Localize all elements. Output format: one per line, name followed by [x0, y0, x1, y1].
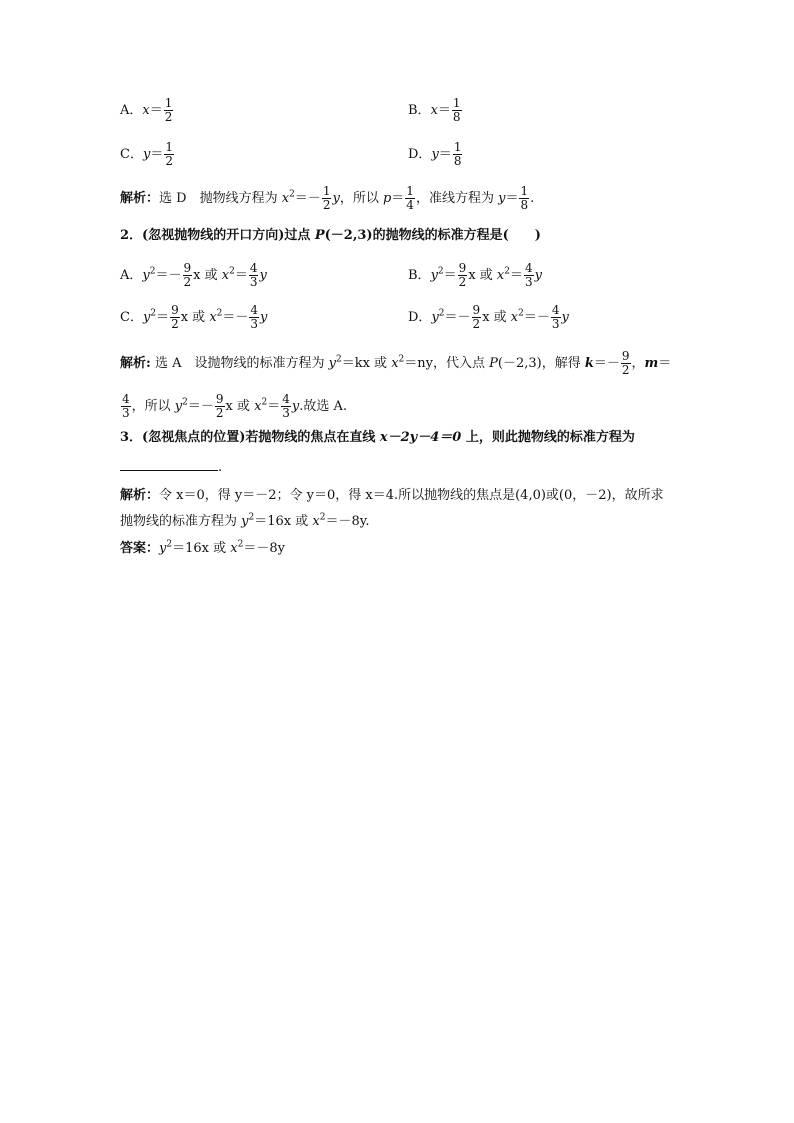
q2-analysis-line1: 解析: 选 A 设抛物线的标准方程为 $y^2=kx$ 或 $x^2=ny$，代入点 P(－2,3)，解得 k＝－ $\frac{9}{2}$ ，m＝ — [120, 349, 672, 377]
q2-option-a: A．$y^2=-$ $\frac{9}{2}$ x 或 $x^2=$ $\frac{4}{3}$ y — [120, 261, 267, 289]
q3-analysis-line2: 抛物线的标准方程为 $y^2=16x$ 或 $x^2=-8y$. — [120, 512, 370, 529]
q3-answer: 答案：$y^2=16x$ 或 $x^2=-8y$ — [120, 539, 285, 556]
fraction: $\frac{1}{8}$ — [520, 184, 529, 212]
q3-stem: 3．(忽视焦点的位置)若抛物线的焦点在直线 x－2y－4＝0 上，则此抛物线的标准方程为 — [120, 430, 635, 445]
q1-analysis: 解析：选 D 抛物线方程为 $x^2=-$ $\frac{1}{2}$ y，所以 p＝ $\frac{1}{4}$ ，准线方程为 y＝ $\frac{1}{8}$ . — [120, 184, 535, 212]
fraction: $\frac{1}{2}$ — [165, 140, 173, 168]
q3-analysis-line1: 解析：令 x＝0，得 y＝－2；令 y＝0，得 x＝4.所以抛物线的焦点是(4,0)或(0，－2)，故所求 — [120, 488, 664, 503]
fraction: $\frac{1}{2}$ — [322, 184, 331, 212]
q1-option-d: D．y＝ $\frac{1}{8}$ — [408, 140, 462, 168]
q1-option-b: B．x＝ $\frac{1}{8}$ — [408, 96, 461, 124]
fraction: $\frac{1}{2}$ — [164, 96, 173, 124]
q2-stem: 2．(忽视抛物线的开口方向)过点 P(－2,3)的抛物线的标准方程是( ) — [120, 228, 541, 243]
q3-answer-blank: . — [120, 458, 222, 476]
fraction: $\frac{1}{4}$ — [406, 184, 414, 212]
fraction: $\frac{1}{8}$ — [453, 140, 462, 168]
q2-option-c: C．$y^2=$ $\frac{9}{2}$ x 或 $x^2=-$ $\frac{4}{3}$ y — [120, 303, 268, 331]
q2-option-d: D．$y^2=-$ $\frac{9}{2}$ x 或 $x^2=-$ $\frac{4}{3}$ y — [408, 303, 569, 331]
fill-in-blank — [120, 458, 218, 471]
q2-analysis-line2: $\frac{4}{3}$ ，所以 $y^2=-$ $\frac{9}{2}$ x 或 $x^2=$ $\frac{4}{3}$ y.故选 A. — [122, 392, 348, 420]
q2-option-b: B．$y^2=$ $\frac{9}{2}$ x 或 $x^2=$ $\frac{4}{3}$ y — [408, 261, 543, 289]
fraction: $\frac{1}{8}$ — [452, 96, 461, 124]
q1-option-a: A．x＝ $\frac{1}{2}$ — [120, 96, 173, 124]
q1-option-c: C．y＝ $\frac{1}{2}$ — [120, 140, 173, 168]
